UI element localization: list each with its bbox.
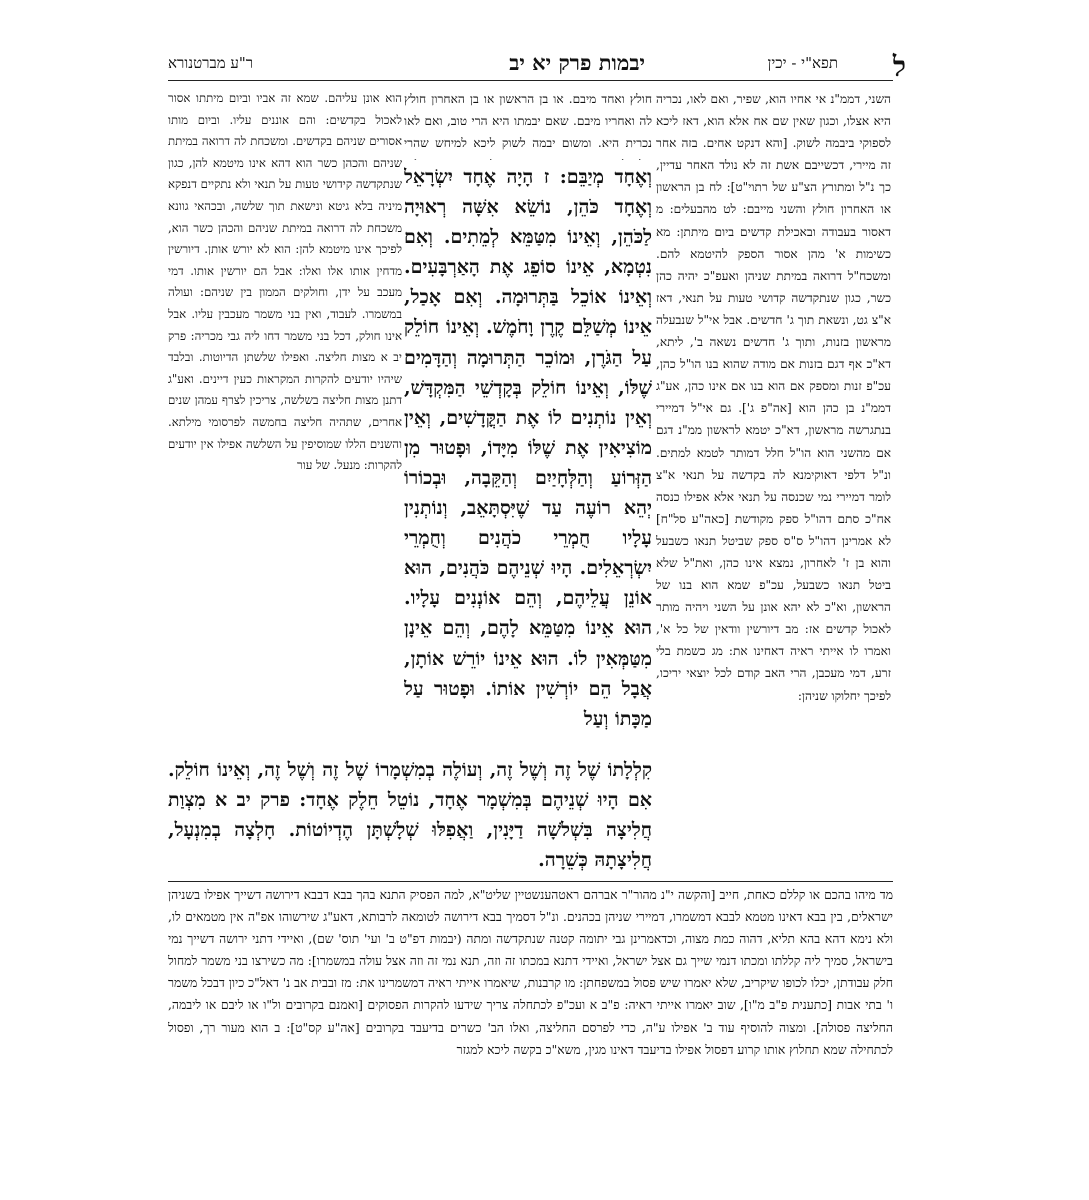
page-number: ל — [892, 50, 906, 83]
bartenura-commentary — [168, 88, 402, 758]
mishnah-text: וְאֶחָד מְיַבֵּם: ז הָיָה אֶחָד יִשְׂרָאֵל וְאֶחָד כֹּהֵן, נוֹשֵׂא אִשָּׁה רְאוּיָה לַכֹּהֵן, וְאֵינוֹ מִטַּמֵּא לְמֵתִים. וְאִם נִטְמָא, אֵינוֹ סוֹפֵג אֶת הָאַרְבָּעִים. וְאֵינוֹ אוֹכֵל בַּתְּרוּמָה. וְאִם אָכַל, אֵינוֹ מְשַׁלֵּם קֶרֶן וָחֹמֶשׁ. וְאֵינוֹ חוֹלֵק עַל הַגֹּרֶן, וּמוֹכֵר הַתְּרוּמָה וְהַדָּמִים שֶׁלּוֹ, וְאֵינוֹ חוֹלֵק בְּקָדְשֵׁי הַמִּקְדָּשׁ, וְאֵין נוֹתְנִים לוֹ אֶת הַקֳּדָשִׁים, וְאֵין מוֹצִיאִין אֶת שֶׁלּוֹ מִיָּדוֹ, וּפָטוּר מִן הַזְּרוֹעַ וְהַלְּחָיַיִם וְהַקֵּבָה, וּבְכוֹרוֹ יְהֵא רוֹעֶה עַד שֶׁיִּסְתָּאֵב, וְנוֹתְנִין עָלָיו חֻמְרֵי כֹהֲנִים וְחֻמְרֵי יִשְׂרְאֵלִים. הָיוּ שְׁנֵיהֶם כֹּהֲנִים, הוּא אוֹנֵן עֲלֵיהֶם, וְהֵם אוֹנְנִים עָלָיו. הוּא אֵינוֹ מִטַּמֵּא לָהֶם, וְהֵם אֵינָן מִטַּמְּאִין לוֹ. הוּא אֵינוֹ יוֹרֵשׁ אוֹתָן, אֲבָל הֵם יוֹרְשִׁין אוֹתוֹ. וּפָטוּר עַל מַכָּתוֹ וְעַל — [404, 166, 652, 730]
bartenura-text: הוא אונן עליהם. שמא זה אביו וביום מיתתו אסור לאכול בקדשים: והם אוננים עליו. וביום מותו אסורים שניהם בקדשים. ומשכחת לה דרואה במיתת שניהם והכהן כשר הוא דהא אינו מיטמא להן, כגון שנתקדשה קידושי טעות על תנאי ולא נתקיים דנפקא מיניה בלא גיטא ונישאת תוך שלשה, ובכהאי גוונא משכחת לה דרואה במיתת שניהם והכהן כשר הוא, לפיכך אינו מיטמא להן: הוא לא יורש אותן. דיורשין מדחין אותו אלו ואלו: אבל הם יורשין אותו. דמי מעכב על ידן, וחולקים הממון בין שניהם: ועולה במשמרו. לעבוד, ואין בני משמר מעכבין עליו. אבל אינו חולק, דכל בני משמר דחו ליה גבי מכריה: פרק יב א מצות חליצה. ואפילו שלשתן הדיוטות. ובלבד שיהיו יודעים להקרות המקראות כעין דיינים. ואע"ג דתנן מצות חליצה בשלשה, צריכין לצרף עמהן שנים אחרים, שתהיה חליצה בחמשה לפרסומי מילתא. והשנים הללו שמוסיפין על השלשה אפילו אין יודעים להקרות: מנעל. של עור — [168, 91, 402, 473]
mishnah-continuation — [168, 755, 652, 883]
bartenura-top-text: חולץ ואחד מיבם. או בן הראשון או בן האחרון חולץ לה ואחריו מיבם. שאם יבמתו היא הרי טוב, ואם לאו נכרית היא. ומשום יבמה לשוק ליכא למיחש שהרי — [404, 92, 652, 151]
mishnah-continuation-text: קִלְלָתוֹ שֶׁל זֶה וְשֶׁל זֶה, וְעוֹלֶה בְמִשְׁמָרוֹ שֶׁל זֶה וְשֶׁל זֶה, וְאֵינוֹ חוֹלֵק. אִם הָיוּ שְׁנֵיהֶם בְּמִשְׁמָר אֶחָד, נוֹטֵל חֵלֶק אֶחָד: פרק יב א מִצְוַת חֲלִיצָה בִּשְׁלֹשָׁה דַיָּנִין, וַאֲפִלּוּ שְׁלָשְׁתָּן הֶדְיוֹטוֹת. חָלְצָה בְמִנְעָל, חֲלִיצָתָהּ כְּשֵׁרָה. — [168, 759, 652, 872]
commentary-title-bartenura: ר"ע מברטנורא — [168, 54, 254, 72]
footer-divider — [168, 881, 893, 882]
page-header — [168, 46, 906, 83]
commentary-title-tiferet: תפא"י - יכין — [767, 54, 838, 72]
tiferet-text: השני, דממ"נ אי אחיו הוא, שפיר, ואם לאו, נכריה היא אצלו, וכגון שאין שם אח אלא הוא, דאז ליכא לספוקי ביבמה לשוק. [והא דנקט אחים. בזה אחר זה מיירי, דכשייבם אשת זה לא נולד האחר עדיין, כך נ"ל ומתורץ הצ"ע של רתוי"ט]: לח בן הראשון או האחרון חולץ והשני מייבם: לט מהבעלים: מ דאסור בעבודה ובאכילת קדשים ביום מיתתן: מא כשימות א' מהן אסור הספק להיטמא להם. ומשכח"ל דרואה במיתת שניהן ואעפ"כ יהיה כהן כשר, כגון שנתקדשה קדושי טעות על תנאי, דאז א"צ גט, ונשאת תוך ג' חדשים. אבל אי"ל שנבעלה מראשון בזנות, ותוך ג' חדשים נשאה ב', ליתא, דא"כ אף דגם בזנות אם מודה שהוא בנו הו"ל כהן, עכ"פ זנות ומספק אם הוא בנו אם אינו כהן, אע"ג דממ"נ בן כהן הוא [אה"פ ג']. גם אי"ל דמיירי בנתגרשה מראשון, דא"כ יטמא לראשון ממ"נ דגם אם מהשני הוא הו"ל חלל דמותר לטמא למתים. ונ"ל דלפי דאוקימנא לה בקדשה על תנאי א"צ לומר דמיירי נמי שכנסה על תנאי אלא אפילו כנסה אח"כ סתם דהו"ל ספק מקודשת [כאה"ע סל"ח] לא אמרינן דהו"ל ס"ס ספק שביטל תנאו כשבעל והוא בן ז' לאחרון, נמצא אינו כהן, ואת"ל שלא ביטל תנאו כשבעל, עכ"פ שמא הוא בנו של הראשון, וא"כ לא יהא אונן על השני ויהיה מותר לאכול קדשים אז: מב דיורשין וודאין של כל א', ואמרו לו אייתי ראיה דאחינו את: מג כשמת בלי זרע, דמי מעכבן, הרי האב קודם לכל יוצאי יריכו, לפיכך יחלוקו שניהן: — [656, 92, 891, 703]
bottom-commentary — [168, 884, 893, 1194]
bottom-commentary-text: מד מיהו בהכם או קללם כאחת, חייב [והקשה י"נ מהור"ר אברהם ראטהענשטיין שליט"א, למה הפסיק התנא בהך בבא דבבא דירושה דשייך אפילו בשניהן ישראלים, בין בבא דאינו מטמא לבבא דמשמרו, דמיירי שניהן בכהנים. ונ"ל דסמיך בבא דירושה לטומאה לרבותא, דאע"ג שירשוהו אפ"ה אין מטמאים לו, ולא נימא דהא בהא תליא, דהוה כמת מצוה, וכדאמרינן גבי יתומה קטנה שנתקדשה ומתה (יבמות דפ"ט ב' ועי' תוס' שם), ואיידי דתני ירושה דשייך נמי בישראל, סמיך ליה קללתו ומכתו דנמי שייך גם אצל ישראל, ואיידי דתנא במכתו זה וזה, תנא נמי זה וזה אצל עולה במשמרו]: מה כשירצו בני משמר למחול חלק עבודתן, יכלו לכופו שיקריב, שלא יאמרו שיש פסול במשפחתן: מו קרבנות, שיאמרו אייתי ראיה דמשמרינו את: מז ובבית אב נ' דאל"כ כיון דבכל משמר ו' בתי אבות [כתענית פ"ב מ"ו], שוב יאמרו אייתי ראיה: פ"ב א ועכ"פ לכתחלה צריך שידעו להקרות הפסוקים [ואמנם בקרובים ול"ו או ליבם או ליבמה, החליצה פסולה]. ומצוה להוסיף עוד ב' אפילו ע"ה, כדי לפרסם החליצה, ואלו הב' כשרים בדיעבד בקרובים [אה"ע קס"ט]: ב הוא מעור רך, ופסול לכתחילה שמא תחלוץ אותו קרוע דפסול אפילו בדיעבד דאינו מגין, משא"כ בקשה ליכא למגזר — [168, 888, 893, 1057]
tractate-title: יבמות פרק יא יב — [509, 50, 645, 75]
header-divider — [168, 80, 893, 81]
mishnah-main-text — [404, 162, 652, 752]
tiferet-yisrael-commentary — [656, 88, 891, 883]
bartenura-commentary-top — [404, 88, 652, 160]
